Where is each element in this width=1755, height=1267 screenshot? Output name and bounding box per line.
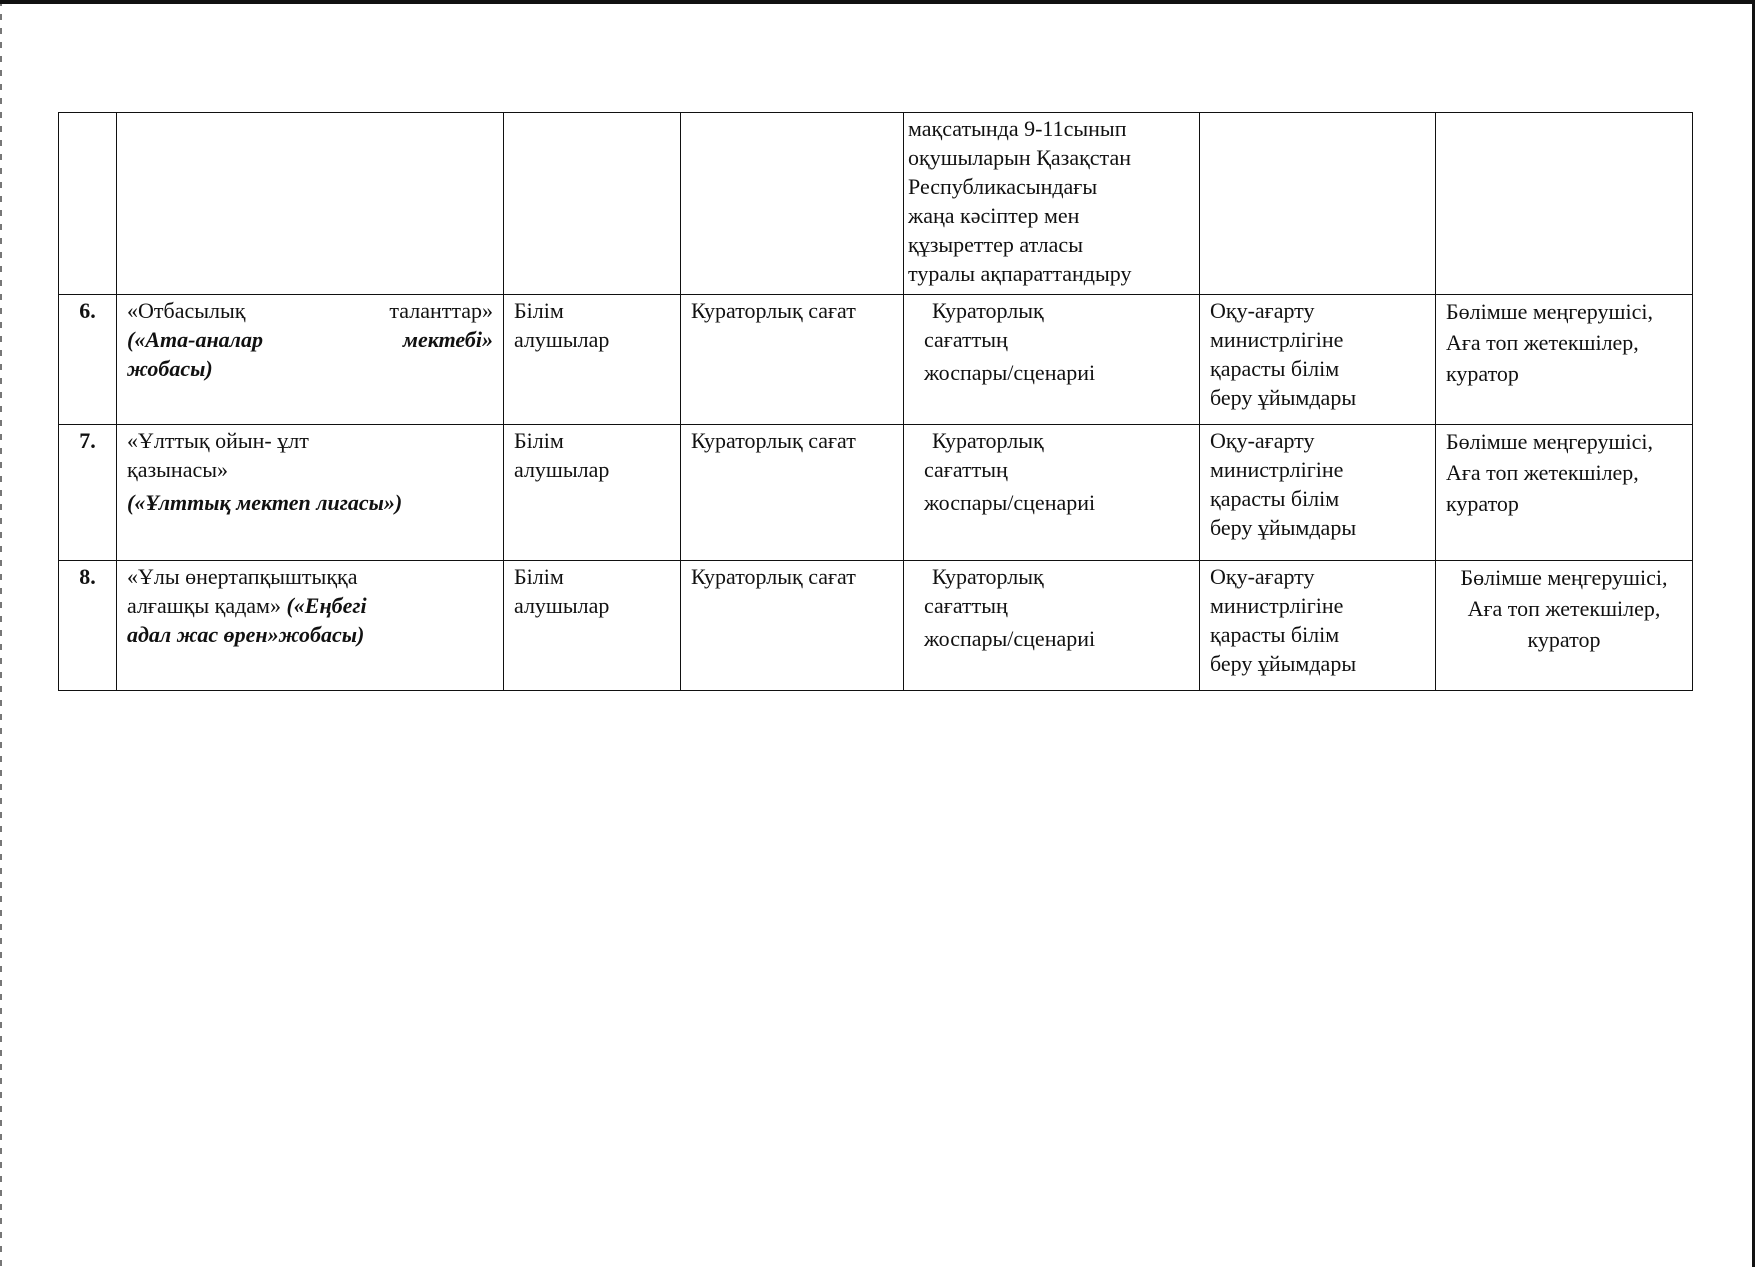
event-project-part: («Ата-аналар: [127, 327, 263, 352]
responsible-line: Аға топ жетекшілер,: [1446, 460, 1639, 485]
participants-cell: [504, 113, 681, 295]
event-title-part: алғашқы қадам»: [127, 593, 281, 618]
responsible-line: куратор: [1446, 491, 1519, 516]
event-title-line: [127, 296, 493, 325]
responsible-line: Аға топ жетекшілер,: [1446, 330, 1639, 355]
responsible-line: куратор: [1527, 627, 1601, 652]
level-line: Оқу-ағарту: [1210, 564, 1315, 589]
form-cell: Кураторлық сағат: [681, 425, 904, 561]
level-line: беру ұйымдары: [1210, 385, 1357, 410]
form-cell: Кураторлық сағат: [681, 561, 904, 691]
responsible-cell: [1436, 295, 1693, 425]
participants-line: алушылар: [514, 327, 610, 352]
level-line: қарасты білім: [1210, 486, 1340, 511]
result-line: сағаттың: [924, 457, 1008, 482]
result-cell: [904, 295, 1200, 425]
result-cell: [904, 425, 1200, 561]
level-line: министрлігіне: [1210, 327, 1344, 352]
row-number-cell: 6.: [59, 295, 117, 425]
level-line: беру ұйымдары: [1210, 515, 1357, 540]
event-title-line: «Ұлы өнертапқыштыққа: [127, 564, 358, 589]
row-number-cell: 8.: [59, 561, 117, 691]
level-cell: [1200, 113, 1436, 295]
level-cell: [1200, 561, 1436, 691]
result-line: жоспары/сценариі: [924, 626, 1096, 651]
event-project-part: («Еңбегі: [286, 593, 367, 618]
result-line: Кураторлық: [932, 298, 1044, 323]
result-line: Кураторлық: [932, 428, 1044, 453]
table-row: [59, 295, 1693, 425]
event-project-line: («Ұлттық мектеп лигасы»): [127, 490, 403, 515]
event-project-part: мектебі»: [402, 327, 493, 352]
event-project-line: жобасы): [127, 356, 213, 381]
event-cell: [117, 113, 504, 295]
result-line: жоспары/сценариі: [924, 360, 1096, 385]
event-title-line: «Ұлттық ойын- ұлт: [127, 428, 309, 453]
level-line: қарасты білім: [1210, 622, 1340, 647]
event-title-line: қазынасы»: [127, 457, 229, 482]
result-line: мақсатында 9-11сынып: [908, 116, 1127, 141]
responsible-cell: [1436, 561, 1693, 691]
event-cell: [117, 425, 504, 561]
participants-line: Білім: [514, 298, 564, 323]
participants-line: Білім: [514, 564, 564, 589]
level-line: министрлігіне: [1210, 457, 1344, 482]
table-row: [59, 113, 1693, 295]
event-title-line: [127, 591, 493, 620]
result-line: жаңа кәсіптер мен: [908, 203, 1080, 228]
result-line: сағаттың: [924, 593, 1008, 618]
participants-cell: [504, 295, 681, 425]
result-line: Республикасындағы: [908, 174, 1098, 199]
scan-left-edge: [0, 0, 2, 1267]
result-line: жоспары/сценариі: [924, 490, 1096, 515]
result-line: туралы ақпараттандыру: [908, 261, 1132, 286]
level-cell: [1200, 295, 1436, 425]
responsible-line: Бөлімше меңгерушісі,: [1446, 429, 1653, 454]
responsible-line: куратор: [1446, 361, 1519, 386]
event-project-line: адал жас өрен»жобасы): [127, 622, 365, 647]
participants-line: алушылар: [514, 593, 610, 618]
row-number-cell: [59, 113, 117, 295]
result-cell: [904, 113, 1200, 295]
result-cell: [904, 561, 1200, 691]
event-cell: [117, 295, 504, 425]
level-line: министрлігіне: [1210, 593, 1344, 618]
result-line: Кураторлық: [932, 564, 1044, 589]
responsible-line: Аға топ жетекшілер,: [1467, 596, 1661, 621]
participants-cell: [504, 561, 681, 691]
result-line: құзыреттер атласы: [908, 232, 1083, 257]
result-line: сағаттың: [924, 327, 1008, 352]
event-title-part: «Отбасылық: [127, 298, 246, 323]
result-line: оқушыларын Қазақстан: [908, 145, 1131, 170]
plan-table: [58, 112, 1693, 691]
responsible-cell: [1436, 113, 1693, 295]
row-number-cell: 7.: [59, 425, 117, 561]
event-title-part: таланттар»: [389, 298, 493, 323]
participants-line: алушылар: [514, 457, 610, 482]
level-line: Оқу-ағарту: [1210, 428, 1315, 453]
form-cell: [681, 113, 904, 295]
level-line: беру ұйымдары: [1210, 651, 1357, 676]
level-cell: [1200, 425, 1436, 561]
table-row: [59, 425, 1693, 561]
level-line: қарасты білім: [1210, 356, 1340, 381]
level-line: Оқу-ағарту: [1210, 298, 1315, 323]
event-project-line: [127, 325, 493, 354]
responsible-line: Бөлімше меңгерушісі,: [1446, 299, 1653, 324]
responsible-cell: [1436, 425, 1693, 561]
form-cell: Кураторлық сағат: [681, 295, 904, 425]
table-row: [59, 561, 1693, 691]
participants-line: Білім: [514, 428, 564, 453]
participants-cell: [504, 425, 681, 561]
responsible-line: Бөлімше меңгерушісі,: [1460, 565, 1668, 590]
event-cell: [117, 561, 504, 691]
